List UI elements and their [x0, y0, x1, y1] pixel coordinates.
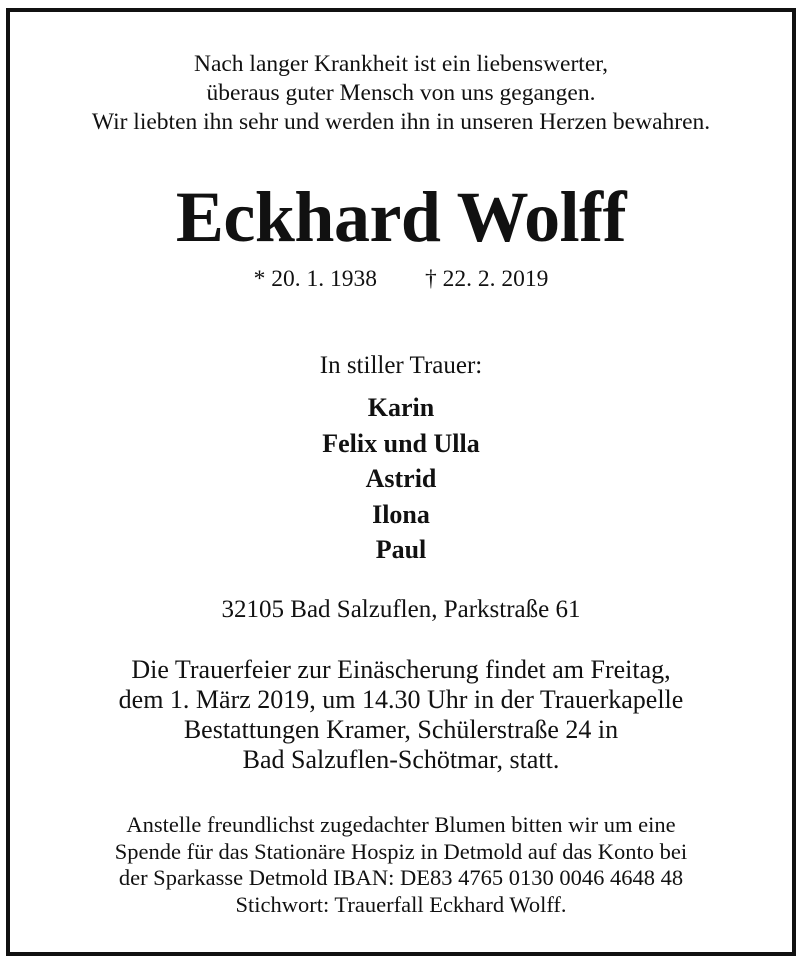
birth-date: * 20. 1. 1938 [253, 266, 377, 292]
mourner-name: Felix und Ulla [322, 428, 480, 458]
ceremony-line: dem 1. März 2019, um 14.30 Uhr in der Trauerkapelle [118, 685, 684, 714]
donation-line: der Sparkasse Detmold IBAN: DE83 4765 0130 0046 4648 48 [118, 865, 684, 890]
death-date: † 22. 2. 2019 [425, 266, 549, 292]
donation-line: Spende für das Stationäre Hospiz in Detmold auf das Konto bei [114, 838, 688, 864]
ceremony-notice [10, 655, 792, 775]
intro-text [10, 50, 792, 137]
donation-notice [10, 812, 792, 918]
ceremony-line: Die Trauerfeier zur Einäscherung findet am Freitag, [131, 655, 671, 684]
donation-line: Anstelle freundlichst zugedachter Blumen bitten wir um eine [126, 812, 676, 837]
mourner-name: Astrid [365, 464, 437, 493]
ceremony-line: Bad Salzuflen-Schötmar, statt. [242, 745, 560, 774]
mourner-name: Paul [375, 535, 427, 564]
donation-line: Stichwort: Trauerfall Eckhard Wolff. [235, 891, 567, 917]
mourner-name: Ilona [372, 499, 430, 529]
obituary-frame [6, 8, 796, 956]
intro-line: überaus guter Mensch von uns gegangen. [206, 80, 596, 106]
deceased-name: Eckhard Wolff [175, 177, 627, 257]
mourning-label: In stiller Trauer: [319, 352, 483, 379]
family-address: 32105 Bad Salzuflen, Parkstraße 61 [221, 596, 581, 623]
intro-line: Wir liebten ihn sehr und werden ihn in unseren Herzen bewahren. [91, 109, 711, 135]
life-dates [10, 264, 792, 294]
mourner-name: Karin [367, 393, 435, 422]
intro-line: Nach langer Krankheit ist ein liebenswerter, [193, 51, 609, 77]
mourners-list [10, 390, 792, 568]
ceremony-line: Bestattungen Kramer, Schülerstraße 24 in [183, 715, 619, 744]
